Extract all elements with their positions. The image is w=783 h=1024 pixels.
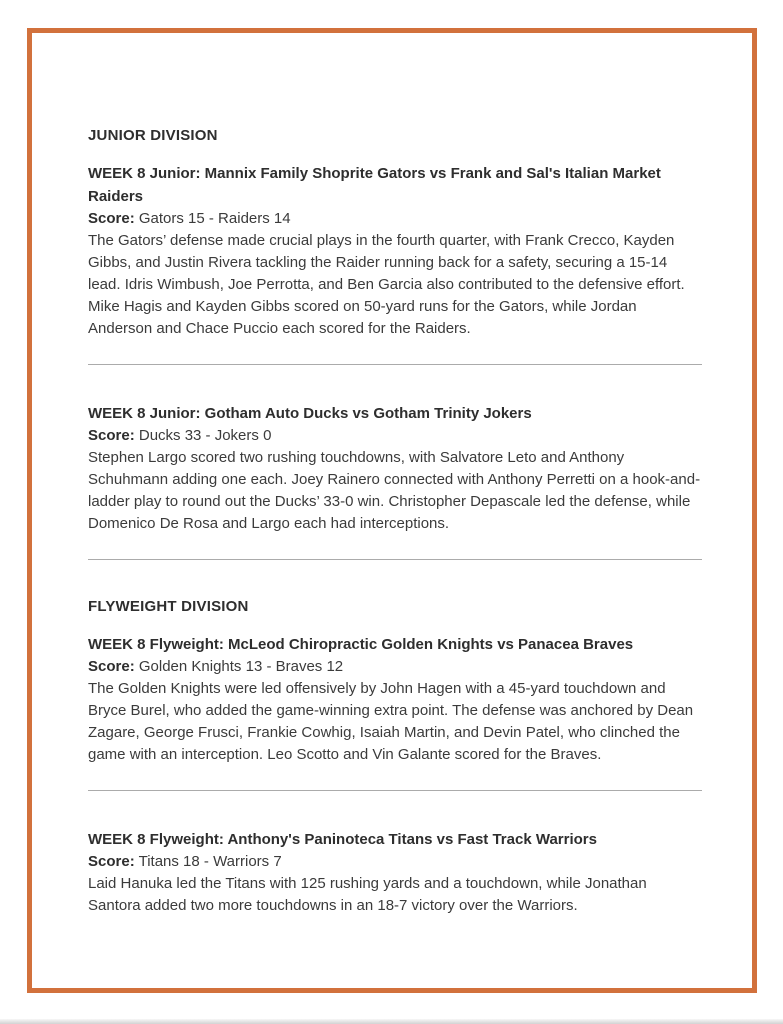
game-recap-text: The Gators’ defense made crucial plays in the fourth quarter, with Frank Crecco, Kayden Gibbs, and Justin Rivera tackling the Raider running back for a safety, securing a 15-14 lead. Idris Wimbush, Joe Perrotta, and Ben Garcia also contributed to the defensive effort. Mike Hagis and Kayden Gibbs scored on 50-yard runs for the Gators, while Jordan Anderson and Chace Puccio each scored for the Raiders. bbox=[88, 232, 685, 337]
game-recap-junior-1 bbox=[88, 162, 702, 340]
score-line bbox=[88, 656, 702, 678]
game-title: WEEK 8 Flyweight: Anthony's Paninoteca Titans vs Fast Track Warriors bbox=[88, 831, 597, 848]
score-label: Score: bbox=[88, 658, 135, 675]
divider bbox=[88, 790, 702, 791]
game-recap-text: Stephen Largo scored two rushing touchdowns, with Salvatore Leto and Anthony Schuhmann adding one each. Joey Rainero connected with Anthony Perretti on a hook-and-ladder play to round out the Ducks’ 33-0 win. Christopher Depascale led the defense, while Domenico De Rosa and Largo each had interceptions. bbox=[88, 449, 701, 532]
divider bbox=[88, 559, 702, 560]
game-recap-text: The Golden Knights were led offensively by John Hagen with a 45-yard touchdown and Bryce Burel, who added the game-winning extra point. The defense was anchored by Dean Zagare, George Frusci, Frankie Cowhig, Isaiah Martin, and Devin Patel, who clinched the game with an interception. Leo Scotto and Vin Galante scored for the Braves. bbox=[88, 680, 694, 763]
score-label: Score: bbox=[88, 853, 135, 870]
document-content bbox=[88, 126, 702, 917]
score-value: Gators 15 - Raiders 14 bbox=[138, 210, 291, 227]
game-title: WEEK 8 Junior: Gotham Auto Ducks vs Gotham Trinity Jokers bbox=[88, 405, 532, 422]
score-line bbox=[88, 425, 702, 447]
score-line bbox=[88, 851, 702, 873]
score-label: Score: bbox=[88, 210, 135, 227]
divider bbox=[88, 364, 702, 365]
score-label: Score: bbox=[88, 427, 135, 444]
game-title: WEEK 8 Junior: Mannix Family Shoprite Gators vs Frank and Sal's Italian Market Raiders bbox=[88, 165, 661, 205]
division-heading-flyweight: FLYWEIGHT DIVISION bbox=[88, 598, 249, 615]
game-recap-junior-2 bbox=[88, 402, 702, 535]
game-title: WEEK 8 Flyweight: McLeod Chiropractic Golden Knights vs Panacea Braves bbox=[88, 636, 634, 653]
game-recap-text: Laid Hanuka led the Titans with 125 rushing yards and a touchdown, while Jonathan Santora added two more touchdowns in an 18-7 victory over the Warriors. bbox=[88, 875, 647, 914]
page-bottom-shadow bbox=[0, 1019, 783, 1024]
division-heading-junior: JUNIOR DIVISION bbox=[88, 127, 218, 144]
document-border-frame bbox=[27, 28, 757, 993]
score-value: Golden Knights 13 - Braves 12 bbox=[138, 658, 344, 675]
score-value: Titans 18 - Warriors 7 bbox=[138, 853, 282, 870]
score-value: Ducks 33 - Jokers 0 bbox=[138, 427, 272, 444]
score-line bbox=[88, 208, 702, 230]
game-recap-flyweight-2 bbox=[88, 828, 702, 917]
game-recap-flyweight-1 bbox=[88, 633, 702, 766]
